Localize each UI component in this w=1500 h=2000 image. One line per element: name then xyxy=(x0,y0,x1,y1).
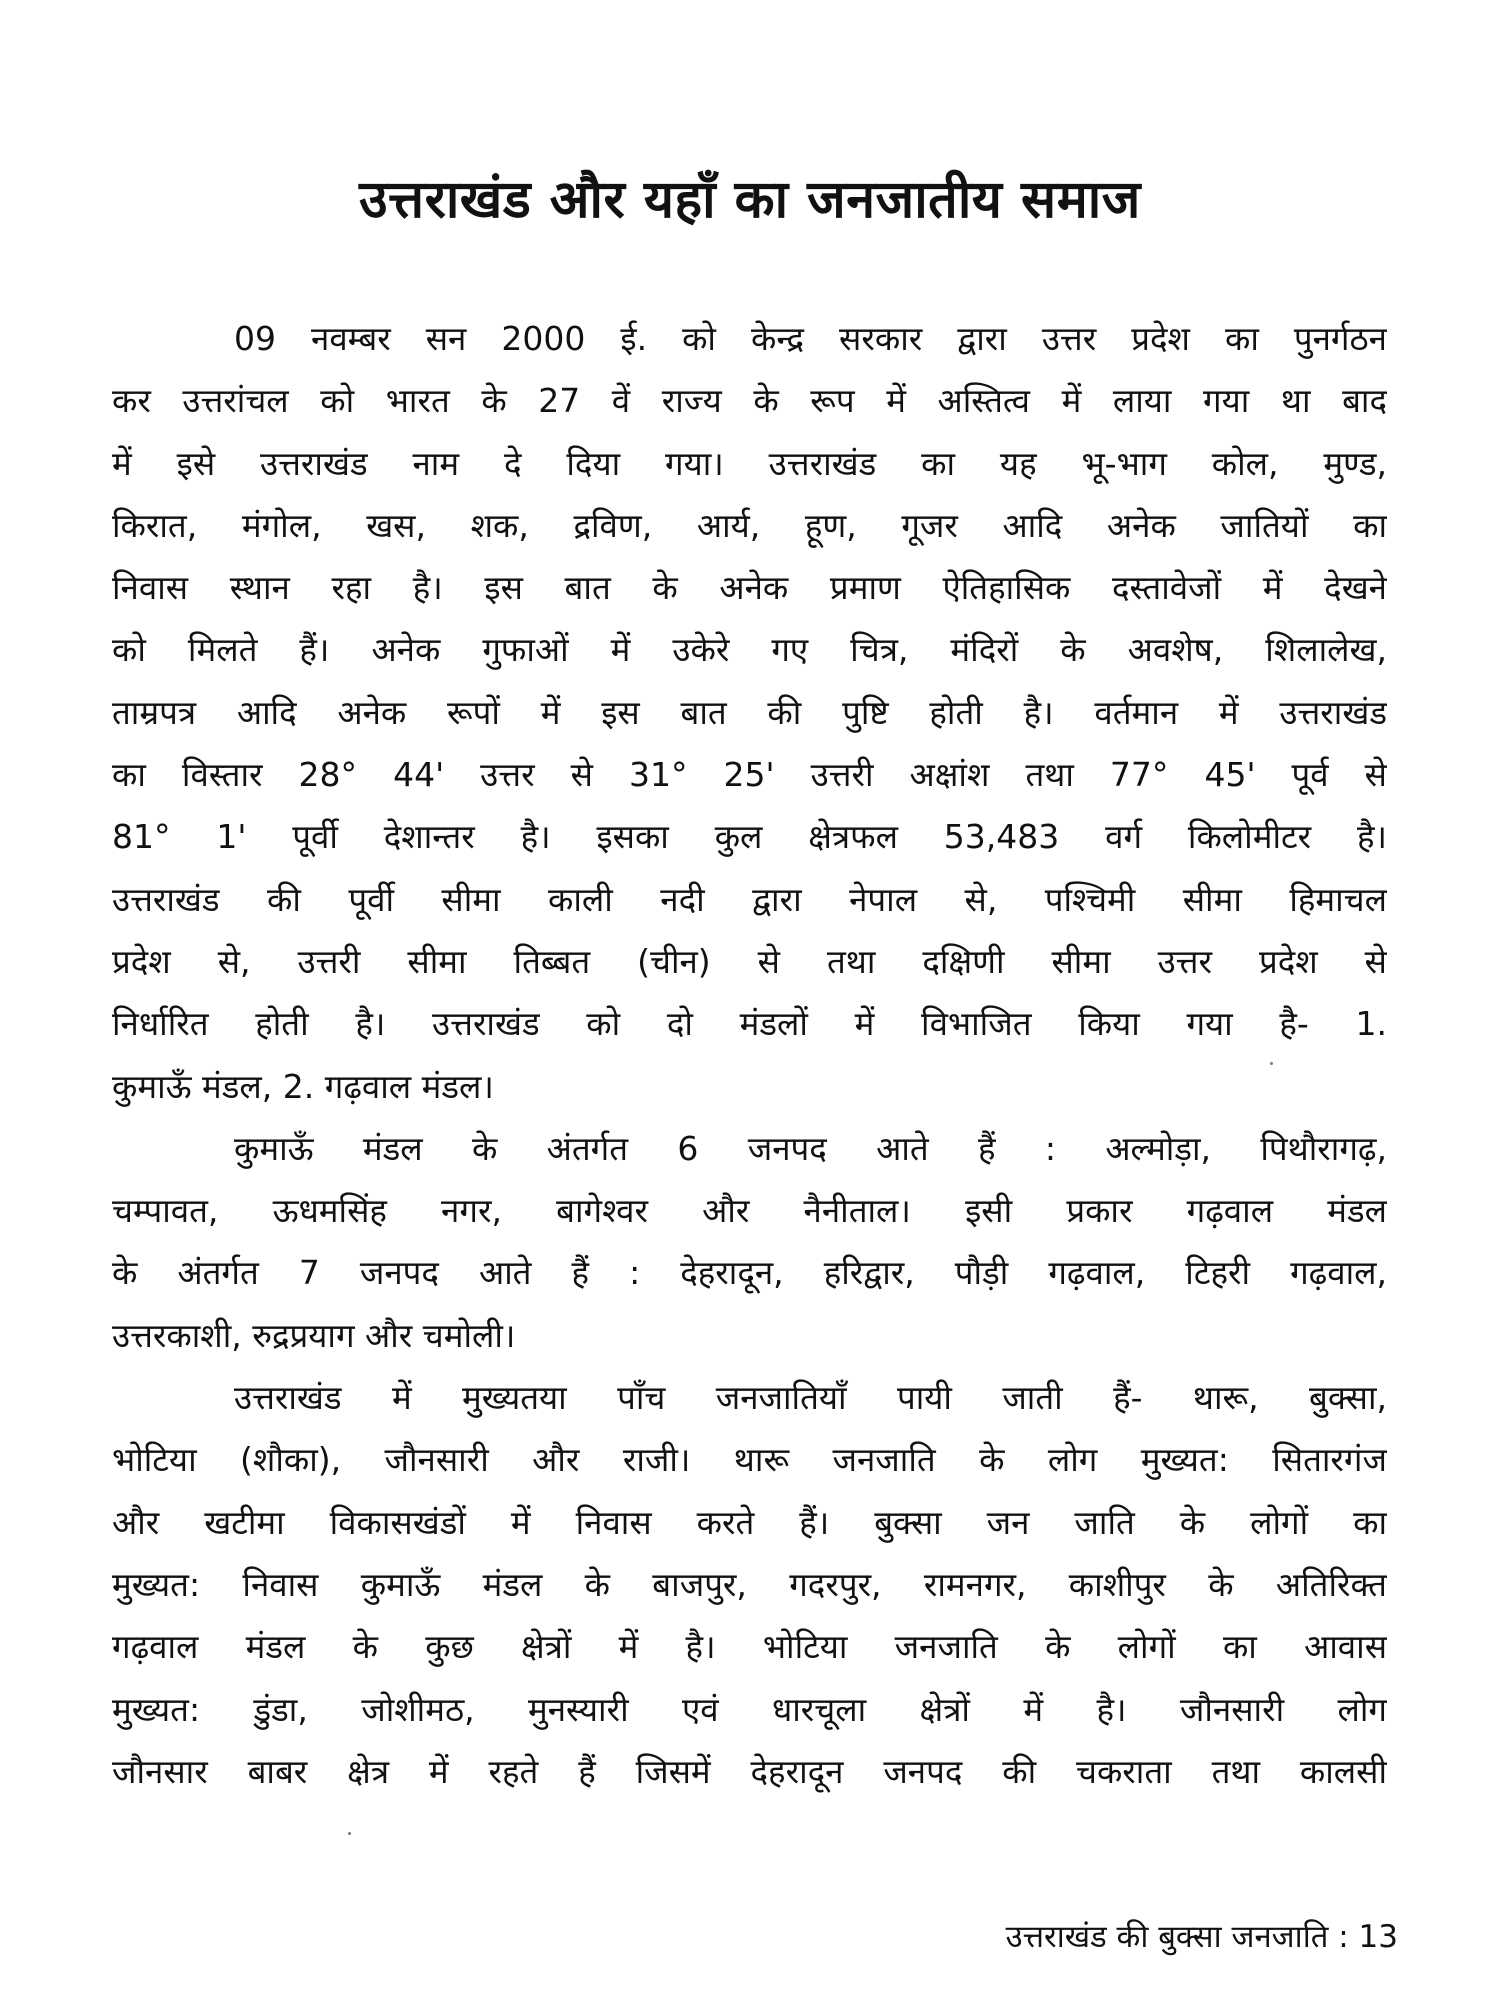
text-line: जौनसार बाबर क्षेत्र में रहते हैं जिसमें देहरादून जनपद की चकराता तथा कालसी xyxy=(112,1751,1387,1791)
paragraph-2 xyxy=(112,1118,1387,1367)
text-line: मुख्यत: डुंडा, जोशीमठ, मुनस्यारी एवं धारचूला क्षेत्रों में है। जौनसारी लोग xyxy=(112,1689,1387,1729)
text-line: के अंतर्गत 7 जनपद आते हैं : देहरादून, हरिद्वार, पौड़ी गढ़वाल, टिहरी गढ़वाल, xyxy=(112,1253,1387,1293)
page-footer: उत्तराखंड की बुक्सा जनजाति : 13 xyxy=(1005,1919,1398,1955)
text-line: प्रदेश से, उत्तरी सीमा तिब्बत (चीन) से तथा दक्षिणी सीमा उत्तर प्रदेश से xyxy=(112,941,1387,981)
paragraph-3 xyxy=(112,1367,1387,1803)
text-line: और खटीमा विकासखंडों में निवास करते हैं। बुक्सा जन जाति के लोगों का xyxy=(112,1502,1387,1542)
text-line: कुमाऊँ मंडल, 2. गढ़वाल मंडल। xyxy=(112,1066,494,1106)
text-line: निवास स्थान रहा है। इस बात के अनेक प्रमाण ऐतिहासिक दस्तावेजों में देखने xyxy=(112,568,1387,608)
body-text xyxy=(112,308,1387,1803)
text-line: ताम्रपत्र आदि अनेक रूपों में इस बात की पुष्टि होती है। वर्तमान में उत्तराखंड xyxy=(112,692,1387,732)
scan-speck xyxy=(1270,1062,1273,1065)
text-line: 81° 1' पूर्वी देशान्तर है। इसका कुल क्षेत्रफल 53,483 वर्ग किलोमीटर है। xyxy=(112,817,1387,857)
text-line: मुख्यत: निवास कुमाऊँ मंडल के बाजपुर, गदरपुर, रामनगर, काशीपुर के अतिरिक्त xyxy=(112,1564,1387,1604)
text-line: में इसे उत्तराखंड नाम दे दिया गया। उत्तराखंड का यह भू-भाग कोल, मुण्ड, xyxy=(112,443,1387,483)
text-line: उत्तराखंड में मुख्यतया पाँच जनजातियाँ पायी जाती हैं- थारू, बुक्सा, xyxy=(234,1378,1387,1418)
text-line: किरात, मंगोल, खस, शक, द्रविण, आर्य, हूण, गूजर आदि अनेक जातियों का xyxy=(112,505,1387,545)
text-line: उत्तराखंड की पूर्वी सीमा काली नदी द्वारा नेपाल से, पश्चिमी सीमा हिमाचल xyxy=(112,879,1387,919)
text-line: गढ़वाल मंडल के कुछ क्षेत्रों में है। भोटिया जनजाति के लोगों का आवास xyxy=(112,1627,1387,1667)
page-title: उत्तराखंड और यहाँ का जनजातीय समाज xyxy=(359,170,1141,230)
text-line: को मिलते हैं। अनेक गुफाओं में उकेरे गए चित्र, मंदिरों के अवशेष, शिलालेख, xyxy=(112,630,1387,670)
text-line: कर उत्तरांचल को भारत के 27 वें राज्य के रूप में अस्तित्व में लाया गया था बाद xyxy=(112,381,1387,421)
paragraph-1 xyxy=(112,308,1387,1118)
text-line: 09 नवम्बर सन 2000 ई. को केन्द्र सरकार द्वारा उत्तर प्रदेश का पुनर्गठन xyxy=(234,319,1387,358)
text-line: निर्धारित होती है। उत्तराखंड को दो मंडलों में विभाजित किया गया है- 1. xyxy=(112,1004,1387,1044)
text-line: चम्पावत, ऊधमसिंह नगर, बागेश्वर और नैनीताल। इसी प्रकार गढ़वाल मंडल xyxy=(112,1191,1387,1231)
text-line: कुमाऊँ मंडल के अंतर्गत 6 जनपद आते हैं : अल्मोड़ा, पिथौरागढ़, xyxy=(234,1128,1387,1168)
text-line: का विस्तार 28° 44' उत्तर से 31° 25' उत्तरी अक्षांश तथा 77° 45' पूर्व से xyxy=(112,755,1387,795)
text-line: उत्तरकाशी, रुद्रप्रयाग और चमोली। xyxy=(112,1315,516,1355)
text-line: भोटिया (शौका), जौनसारी और राजी। थारू जनजाति के लोग मुख्यत: सितारगंज xyxy=(112,1440,1387,1480)
scan-speck xyxy=(348,1832,351,1835)
